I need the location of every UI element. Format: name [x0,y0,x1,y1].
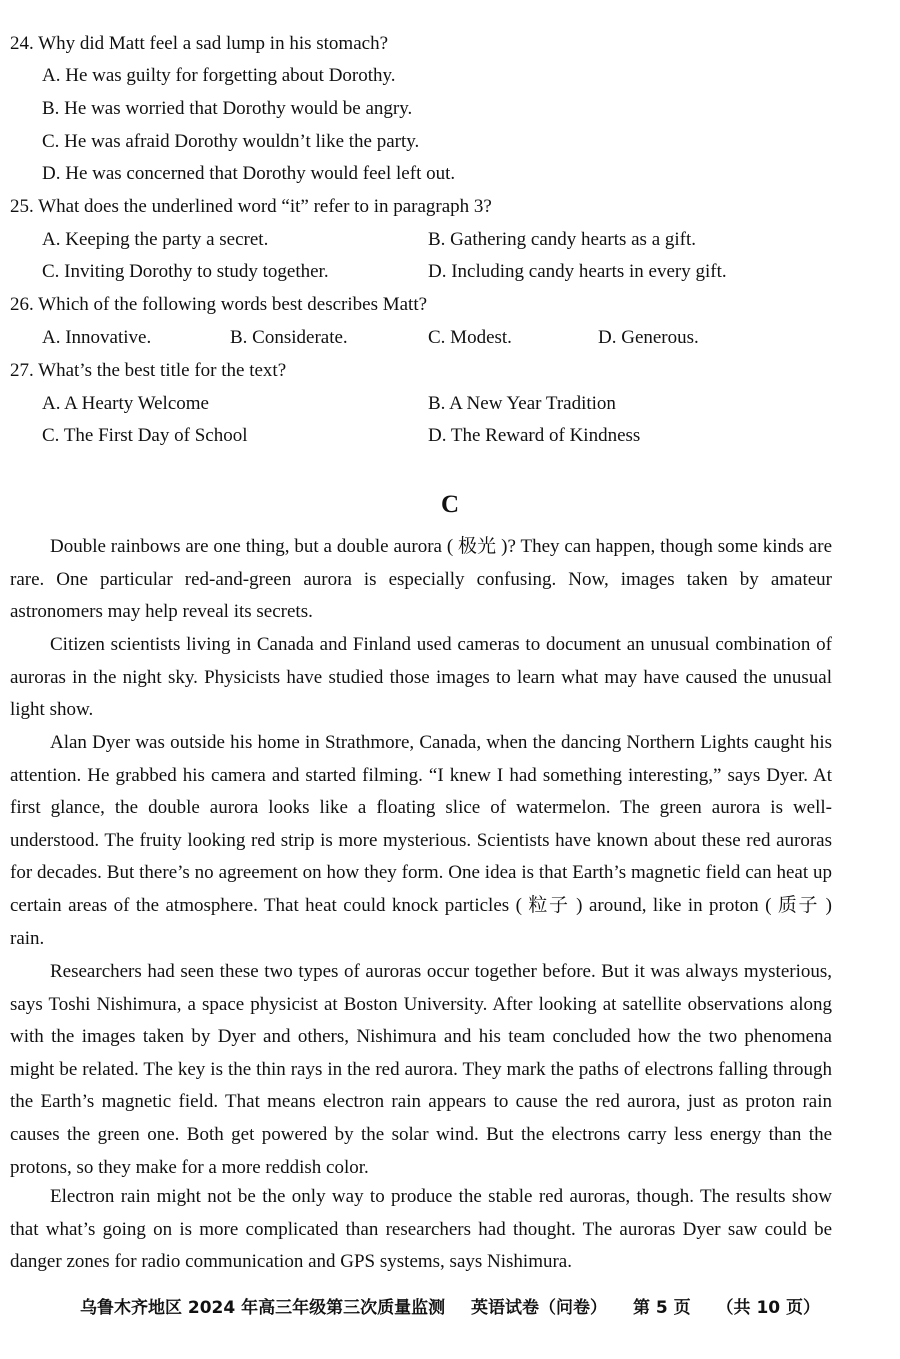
question-26-option-c: C. Modest. [428,327,512,348]
question-24-option-d: D. He was concerned that Dorothy would feel left out. [42,163,456,184]
footer-exam-title: 乌鲁木齐地区 2024 年高三年级第三次质量监测 [79,1298,446,1318]
question-25-option-c: C. Inviting Dorothy to study together. [42,261,329,282]
question-27-option-c: C. The First Day of School [42,425,248,446]
question-26-option-d: D. Generous. [598,327,699,348]
question-27-stem: 27. What’s the best title for the text? [10,360,287,381]
question-24-option-c: C. He was afraid Dorothy wouldn’t like the party. [42,131,420,152]
question-24-stem: 24. Why did Matt feel a sad lump in his stomach? [10,33,388,54]
question-26-option-a: A. Innovative. [42,327,152,348]
passage-paragraph-2: Citizen scientists living in Canada and Finland used cameras to document an unusual combination of auroras in the night sky. Physicists have studied those images to learn what may have caused the unusual light show. [10,634,832,721]
passage-paragraph-1: Double rainbows are one thing, but a double aurora ( 极光 )? They can happen, though some kinds are rare. One particular red-and-green aurora is especially confusing. Now, images taken by amateur astronomers may help reveal its secrets. [10,536,832,623]
question-25-option-d: D. Including candy hearts in every gift. [428,261,727,282]
question-27-option-b: B. A New Year Tradition [428,393,616,414]
question-26-option-b: B. Considerate. [230,327,348,348]
footer-page-number: 第 5 页 [632,1298,691,1318]
question-27-option-a: A. A Hearty Welcome [42,393,209,414]
footer-paper-name: 英语试卷（问卷） [471,1298,608,1318]
passage-paragraph-3: Alan Dyer was outside his home in Strathmore, Canada, when the dancing Northern Lights caught his attention. He grabbed his camera and started filming. “I knew I had something interesting,” says Dyer. At first glance, the double aurora looks like a floating slice of watermelon. The green aurora is well-understood. The fruity looking red strip is more mysterious. Scientists have known about these red auroras for decades. But there’s no agreement on how they form. One idea is that Earth’s magnetic field can heat up certain areas of the atmosphere. That heat could knock particles ( 粒子 ) around, like in proton ( 质子 ) rain. [10,732,832,949]
passage-paragraph-5: Electron rain might not be the only way to produce the stable red auroras, though. The results show that what’s going on is more complicated than researchers had thought. The auroras Dyer saw could be danger zones for radio communication and GPS systems, says Nishimura. [10,1186,832,1273]
question-27-option-d: D. The Reward of Kindness [428,425,641,446]
page-footer [0,1296,900,1320]
question-24-option-a: A. He was guilty for forgetting about Dorothy. [42,65,396,86]
question-26-stem: 26. Which of the following words best describes Matt? [10,294,428,315]
question-25-stem: 25. What does the underlined word “it” refer to in paragraph 3? [10,196,492,217]
question-24-option-b: B. He was worried that Dorothy would be angry. [42,98,413,119]
question-25-option-b: B. Gathering candy hearts as a gift. [428,229,697,250]
question-25-option-a: A. Keeping the party a secret. [42,229,269,250]
section-heading: C [440,491,460,518]
passage-paragraph-4: Researchers had seen these two types of auroras occur together before. But it was always mysterious, says Toshi Nishimura, a space physicist at Boston University. After looking at satellite observations along with the images taken by Dyer and others, Nishimura and his team concluded how the two phenomena might be related. The key is the thin rays in the red aurora. They mark the paths of electrons falling through the Earth’s magnetic field. That means electron rain appears to cause the red aurora, just as proton rain causes the green one. Both get powered by the solar wind. But the electrons carry less energy than the protons, so they make for a more reddish color. [10,961,832,1178]
footer-total-pages: （共 10 页） [716,1298,821,1318]
